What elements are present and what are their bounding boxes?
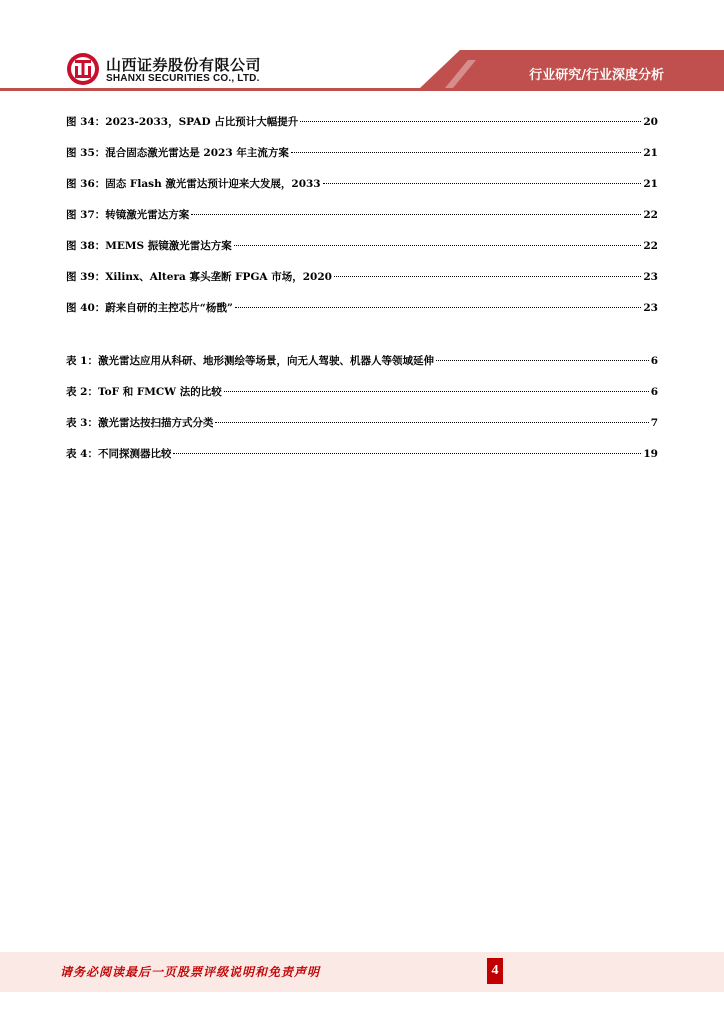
figure-index-row[interactable] bbox=[66, 300, 658, 331]
report-type-label: 行业研究/行业深度分析 bbox=[529, 68, 664, 83]
toc-entry-label: 表 1： bbox=[66, 355, 98, 367]
toc-dot-leader bbox=[224, 391, 649, 392]
table-index bbox=[66, 353, 658, 477]
figure-index-row[interactable] bbox=[66, 145, 658, 176]
toc-entry-page: 6 bbox=[650, 355, 658, 367]
toc-entry-label: 图 40： bbox=[66, 302, 106, 314]
toc-entry-title: 蔚来自研的主控芯片“杨戬” bbox=[105, 302, 233, 314]
toc-entry-label: 表 3： bbox=[66, 417, 98, 429]
toc-entry-page: 21 bbox=[643, 178, 658, 190]
toc-entry-page: 20 bbox=[643, 116, 658, 128]
figure-index-row[interactable] bbox=[66, 176, 658, 207]
toc-dot-leader bbox=[323, 183, 642, 184]
page-footer bbox=[0, 952, 724, 992]
toc-dot-leader bbox=[173, 453, 641, 454]
toc-entry-title: 激光雷达按扫描方式分类 bbox=[97, 417, 214, 429]
toc-dot-leader bbox=[191, 214, 641, 215]
toc-entry-page: 22 bbox=[643, 240, 658, 252]
table-index-row[interactable] bbox=[66, 384, 658, 415]
toc-entry-page: 22 bbox=[643, 209, 658, 221]
table-index-row[interactable] bbox=[66, 353, 658, 384]
table-index-row[interactable] bbox=[66, 415, 658, 446]
toc-entry-page: 7 bbox=[650, 417, 658, 429]
toc-entry-title: 混合固态激光雷达是 2023 年主流方案 bbox=[105, 147, 289, 159]
toc-entry-label: 图 35： bbox=[66, 147, 106, 159]
toc-entry-title: 激光雷达应用从科研、地形测绘等场景，向无人驾驶、机器人等领域延伸 bbox=[97, 355, 434, 367]
figure-index bbox=[66, 114, 658, 331]
figure-index-row[interactable] bbox=[66, 114, 658, 145]
toc-entry-label: 表 2： bbox=[66, 386, 98, 398]
toc-dot-leader bbox=[234, 245, 642, 246]
toc-entry-title: Xilinx、Altera 寡头垄断 FPGA 市场，2020 bbox=[105, 271, 332, 283]
disclaimer-notice: 请务必阅读最后一页股票评级说明和免责声明 bbox=[60, 965, 321, 979]
toc-entry-page: 6 bbox=[650, 386, 658, 398]
table-index-row[interactable] bbox=[66, 446, 658, 477]
toc-entry-page: 23 bbox=[643, 302, 658, 314]
toc-entry-title: 固态 Flash 激光雷达预计迎来大发展，2033 bbox=[105, 178, 321, 190]
toc-entry-page: 23 bbox=[643, 271, 658, 283]
toc-entry-label: 图 39： bbox=[66, 271, 106, 283]
company-name-cn: 山西证券股份有限公司 bbox=[106, 56, 262, 74]
toc-entry-title: MEMS 振镜激光雷达方案 bbox=[105, 240, 232, 252]
toc-entry-label: 表 4： bbox=[66, 448, 98, 460]
toc-dot-leader bbox=[334, 276, 641, 277]
toc-entry-page: 21 bbox=[643, 147, 658, 159]
page-header bbox=[0, 0, 724, 100]
toc-entry-label: 图 38： bbox=[66, 240, 106, 252]
header-divider bbox=[0, 88, 724, 91]
figure-index-row[interactable] bbox=[66, 269, 658, 300]
toc-entry-label: 图 37： bbox=[66, 209, 106, 221]
toc-entry-title: 转镜激光雷达方案 bbox=[105, 209, 190, 221]
company-name-en: SHANXI SECURITIES CO., LTD. bbox=[106, 73, 260, 84]
toc-dot-leader bbox=[436, 360, 649, 361]
figure-index-row[interactable] bbox=[66, 238, 658, 269]
toc-dot-leader bbox=[291, 152, 642, 153]
toc-dot-leader bbox=[235, 307, 642, 308]
toc-entry-title: 2023-2033，SPAD 占比预计大幅提升 bbox=[105, 116, 299, 128]
toc-dot-leader bbox=[215, 422, 648, 423]
toc-dot-leader bbox=[300, 121, 641, 122]
toc-entry-title: ToF 和 FMCW 法的比较 bbox=[97, 386, 222, 398]
toc-entry-page: 19 bbox=[643, 448, 658, 460]
toc-entry-label: 图 34： bbox=[66, 116, 106, 128]
figure-index-row[interactable] bbox=[66, 207, 658, 238]
toc-entry-title: 不同探测器比较 bbox=[97, 448, 172, 460]
page-number: 4 bbox=[487, 958, 503, 984]
toc-entry-label: 图 36： bbox=[66, 178, 106, 190]
